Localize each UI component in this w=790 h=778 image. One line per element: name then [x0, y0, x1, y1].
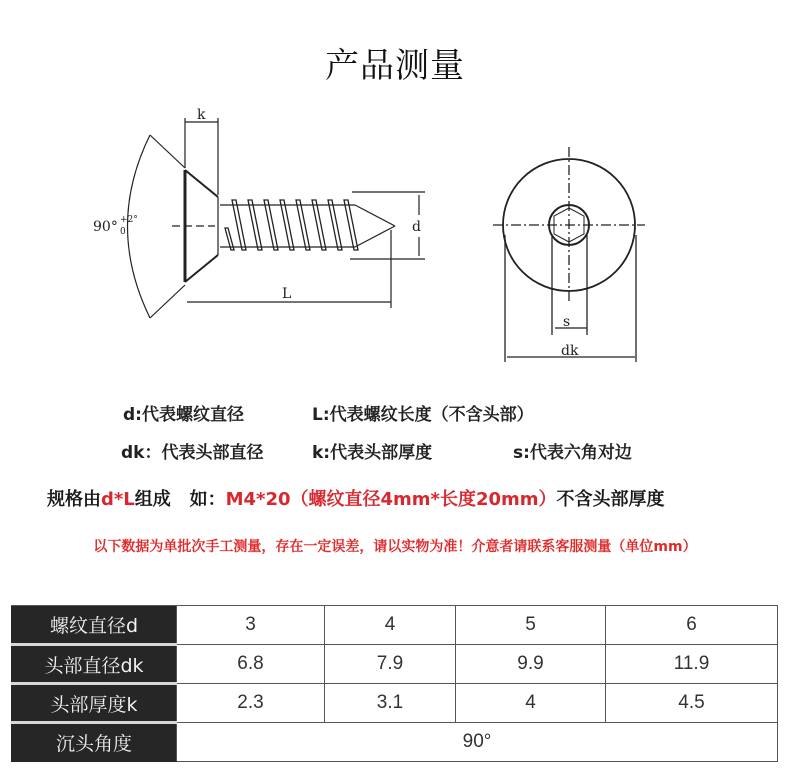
- spec-table: [11, 605, 778, 762]
- legend-k: k:代表头部厚度: [312, 443, 433, 463]
- table-row: [12, 723, 778, 762]
- table-cell: 11.9: [606, 645, 778, 684]
- row-label: 螺纹直径d: [12, 606, 177, 645]
- table-cell: 7.9: [325, 645, 456, 684]
- table-cell-merged: 90°: [177, 723, 778, 762]
- spec-prefix: 规格由: [47, 489, 101, 510]
- d-label: d: [412, 219, 421, 235]
- screw-drawing: [0, 95, 790, 395]
- table-row: [12, 645, 778, 684]
- table-cell: 3.1: [325, 684, 456, 723]
- side-view: [128, 118, 426, 318]
- L-label: L: [282, 286, 292, 302]
- table-cell: 6.8: [177, 645, 325, 684]
- legend-dk: dk：代表头部直径: [121, 443, 264, 463]
- angle-label: 90°: [93, 219, 118, 235]
- table-cell: 5: [456, 606, 606, 645]
- table-cell: 2.3: [177, 684, 325, 723]
- table-row: [12, 606, 778, 645]
- spec-example: M4*20（螺纹直径4mm*长度20mm）: [225, 489, 557, 510]
- k-label: k: [197, 107, 206, 123]
- spec-format-line: [47, 485, 665, 511]
- measurement-note: 以下数据为单批次手工测量，存在一定误差，请以实物为准！介意者请联系客服测量（单位mm）: [93, 539, 697, 555]
- dk-label: dk: [561, 343, 579, 359]
- legend-s: s:代表六角对边: [513, 443, 632, 463]
- row-label: 头部直径dk: [12, 645, 177, 684]
- table-cell: 6: [606, 606, 778, 645]
- screw-diagram: [0, 95, 790, 395]
- table-cell: 4: [325, 606, 456, 645]
- table-cell: 9.9: [456, 645, 606, 684]
- spec-formula: d*L: [101, 489, 135, 510]
- table-cell: 4: [456, 684, 606, 723]
- s-label: s: [563, 314, 571, 330]
- table-cell: 3: [177, 606, 325, 645]
- legend-L: L:代表螺纹长度（不含头部）: [312, 405, 534, 425]
- row-label: 头部厚度k: [12, 684, 177, 723]
- spec-suffix: 不含头部厚度: [556, 489, 665, 510]
- table-row: [12, 684, 778, 723]
- spec-mid: 组成 如：: [134, 489, 226, 510]
- page-title: 产品测量: [325, 46, 465, 86]
- legend-d: d:代表螺纹直径: [123, 405, 244, 425]
- table-cell: 4.5: [606, 684, 778, 723]
- svg-text:0: 0: [120, 227, 126, 237]
- row-label: 沉头角度: [12, 723, 177, 762]
- svg-text:+2°: +2°: [120, 215, 138, 225]
